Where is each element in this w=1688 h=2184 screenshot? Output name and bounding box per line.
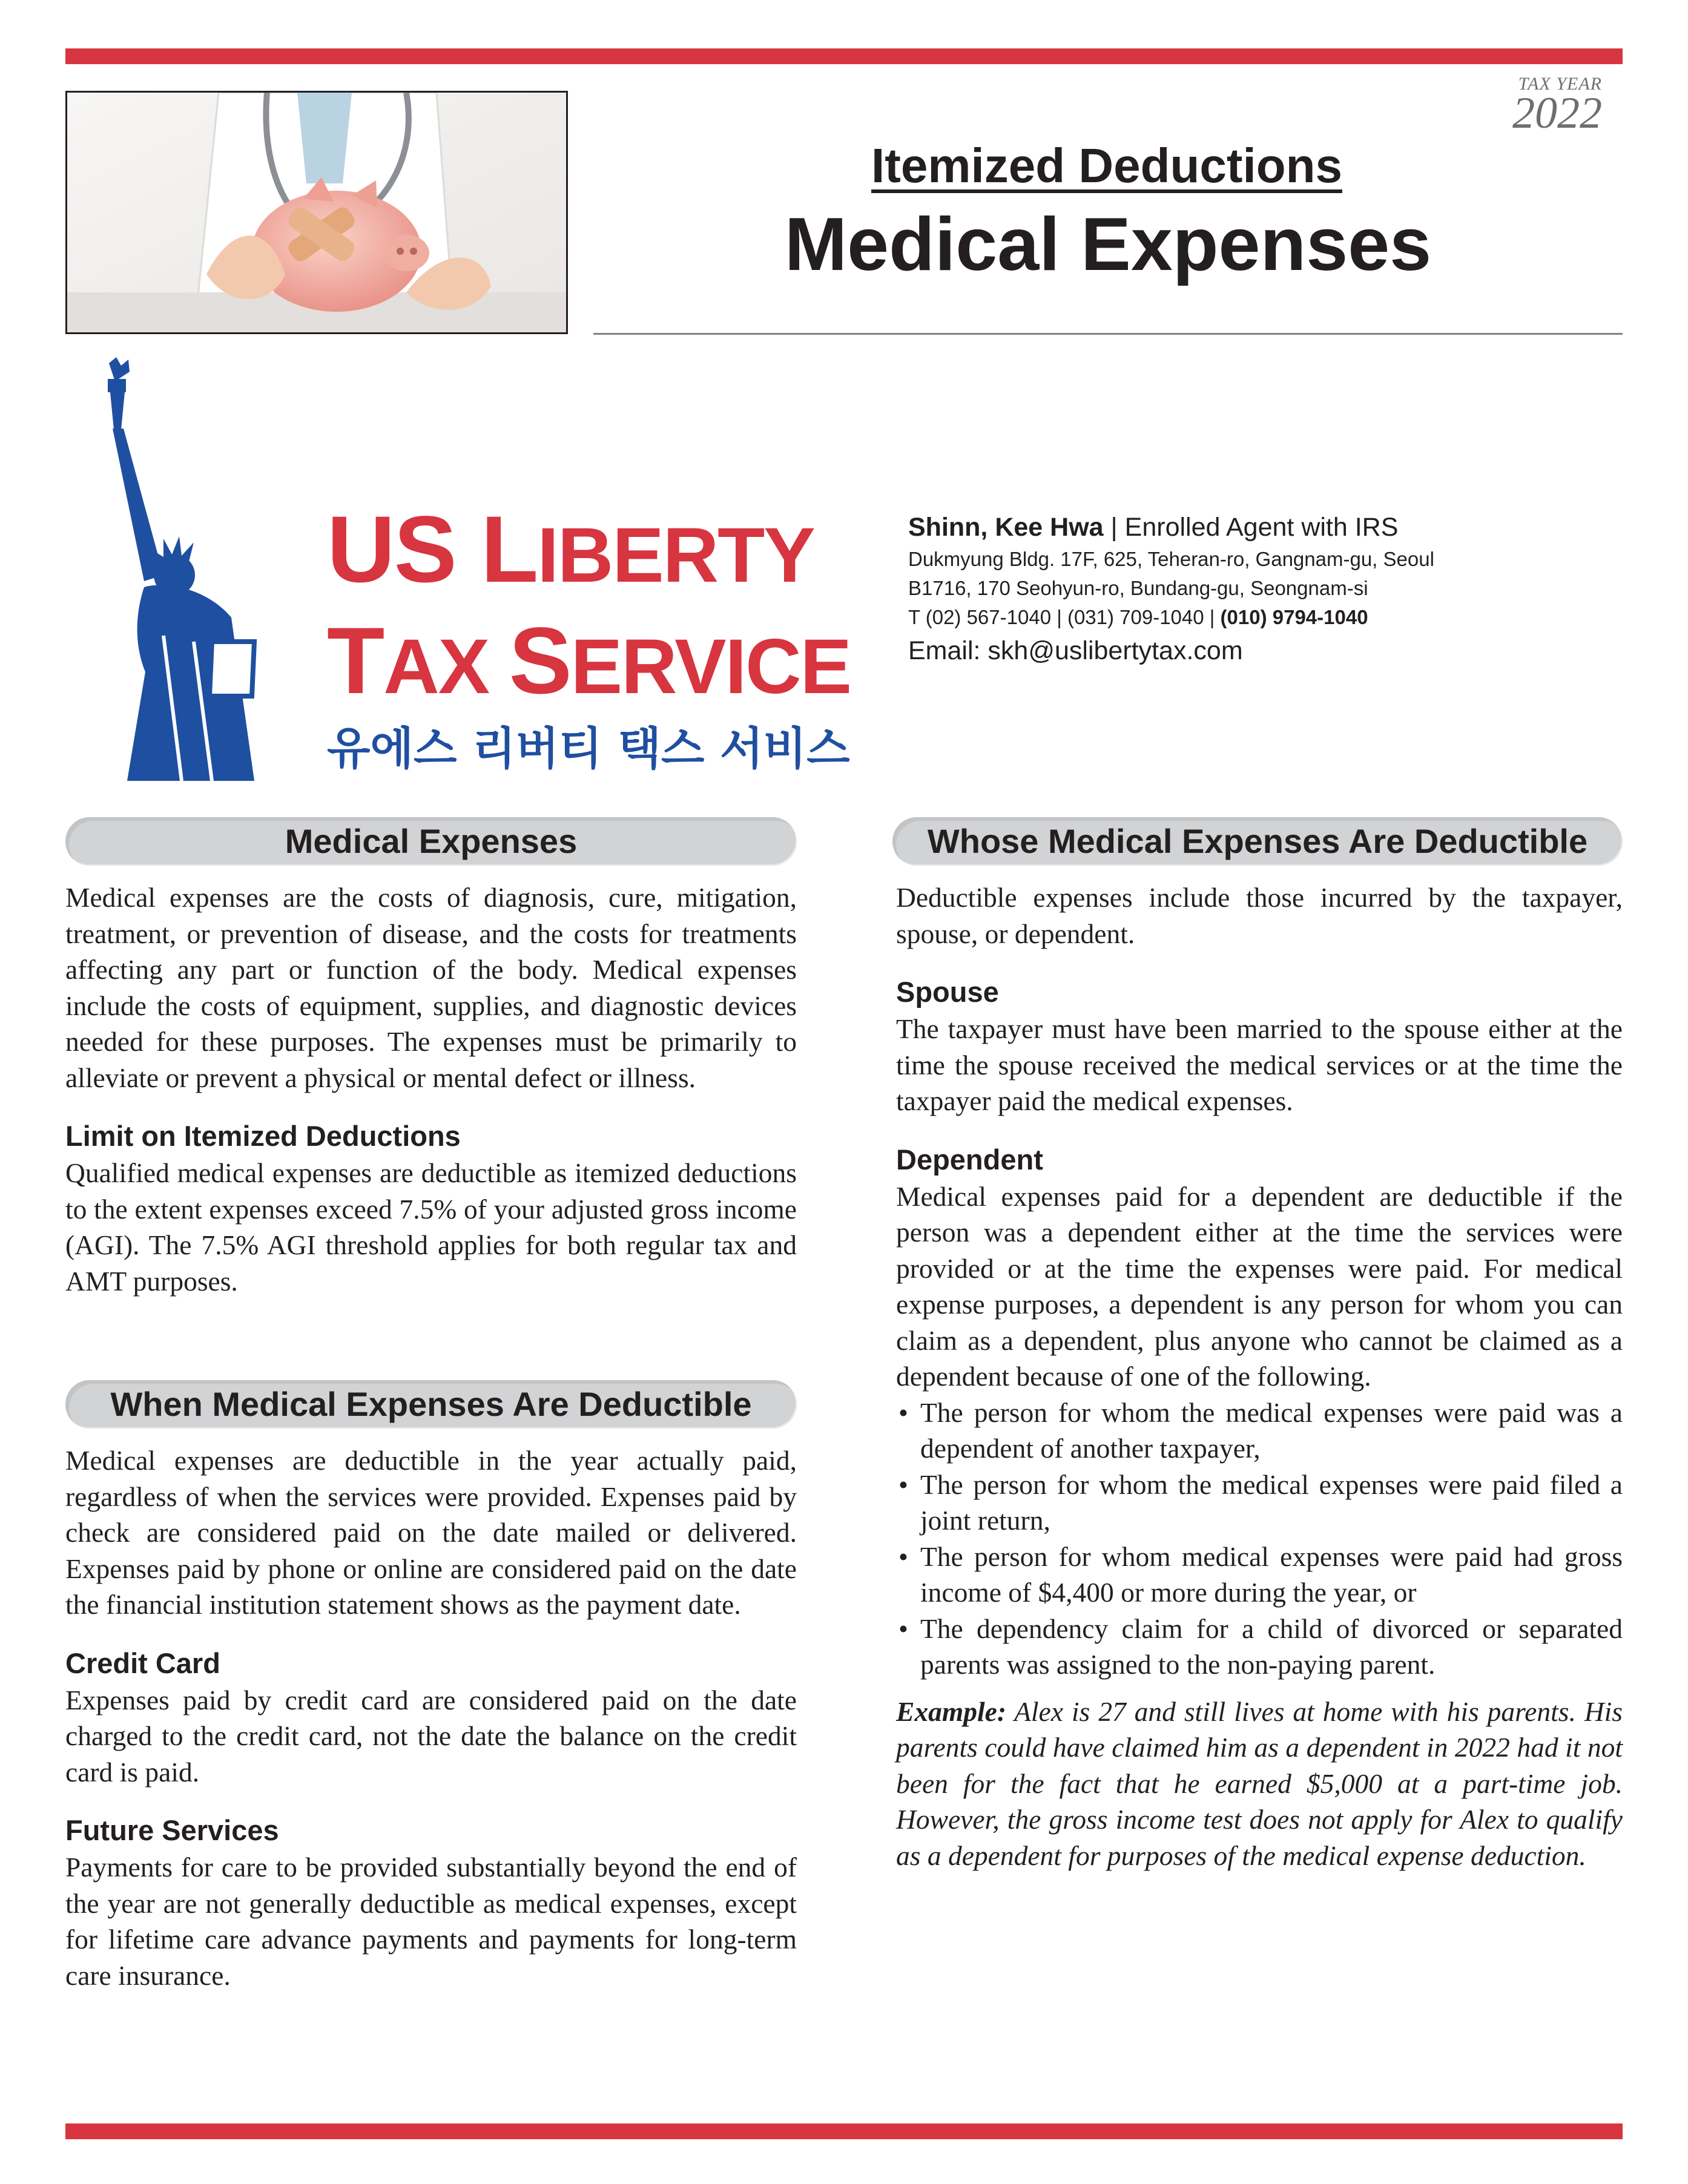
section-header-when-deductible: When Medical Expenses Are Deductible bbox=[65, 1380, 797, 1429]
limit-body: Qualified medical expenses are deductible as itemized deductions to the extent expenses exceed 7.5% of your adjusted gross income (AGI). The 7.5% AGI threshold applies for both regular tax and AMT purposes. bbox=[65, 1157, 797, 1297]
left-column-2 bbox=[65, 1442, 797, 1993]
spouse-body: The taxpayer must have been married to the spouse either at the time the spouse received the medical services or at the time the taxpayer paid the medical expenses. bbox=[896, 1013, 1623, 1116]
contact-phone: T (02) 567-1040 | (031) 709-1040 | (010) 9794-1040 bbox=[908, 606, 1368, 628]
us-liberty-logo bbox=[73, 357, 851, 781]
page-title: Medical Expenses bbox=[784, 203, 1432, 286]
section-header-whose-deductible: Whose Medical Expenses Are Deductible bbox=[892, 817, 1623, 866]
contact-name-line: Shinn, Kee Hwa | Enrolled Agent with IRS bbox=[908, 513, 1399, 542]
right-column bbox=[896, 880, 1623, 1873]
list-item: • The person for whom medical expenses were paid had gross income of $4,400 or more during the year, or bbox=[896, 1539, 1623, 1611]
page-subtitle: Itemized Deductions bbox=[871, 139, 1342, 192]
contact-email[interactable]: Email: skh@uslibertytax.com bbox=[908, 636, 1243, 665]
tax-year-label: TAX YEAR bbox=[1518, 74, 1602, 94]
logo-korean-name: 유에스 리버티 택스 서비스 bbox=[327, 723, 850, 775]
list-item: • The dependency claim for a child of divorced or separated parents was assigned to the non-paying parent. bbox=[896, 1611, 1623, 1683]
dependent-body: Medical expenses paid for a dependent are deductible if the person was a dependent either at the time the services were provided or at the time the expenses were paid. For medical expense purposes, a dependent is any person for whom you can claim as a dependent, plus anyone who cannot be claimed as a dependent because of one of the following. bbox=[896, 1180, 1623, 1392]
future-services-subheading: Future Services bbox=[65, 1814, 279, 1846]
contact-address-1: Dukmyung Bldg. 17F, 625, Teheran-ro, Gangnam-gu, Seoul bbox=[908, 548, 1434, 570]
example-paragraph: Example: Alex is 27 and still lives at home with his parents. His parents could have claimed him as a dependent in 2022 had it not been for the fact that he earned $5,000 at a part-time job. However, the gross income test does not apply for Alex to qualify as a dependent for purposes of the medical expense deduction. bbox=[896, 1696, 1623, 1871]
section-header-medical-expenses: Medical Expenses bbox=[65, 817, 797, 866]
tax-year-value: 2022 bbox=[1512, 88, 1602, 138]
whose-intro: Deductible expenses include those incurred by the taxpayer, spouse, or dependent. bbox=[896, 882, 1623, 949]
dependent-bullet-list bbox=[896, 1395, 1623, 1683]
list-item: • The person for whom the medical expenses were paid filed a joint return, bbox=[896, 1467, 1623, 1539]
credit-card-body: Expenses paid by credit card are considered paid on the date charged to the credit card, not the date the balance on the credit card is paid. bbox=[65, 1684, 797, 1788]
top-red-bar bbox=[65, 48, 1623, 64]
title-divider bbox=[593, 333, 1623, 335]
dependent-subheading: Dependent bbox=[896, 1143, 1043, 1176]
medical-expenses-body: Medical expenses are the costs of diagnosis, cure, mitigation, treatment, or prevention of disease, and the costs for treatments affecting any part or function of the body. Medical expenses include the costs of equipment, supplies, and diagnostic devices needed for these purposes. The expenses must be primarily to alleviate or prevent a physical or mental defect or illness. bbox=[65, 882, 797, 1093]
future-services-body: Payments for care to be provided substantially beyond the end of the year are not generally deductible as medical expenses, except for lifetime care advance payments and payments for long-term care insurance. bbox=[65, 1852, 797, 1991]
piggy-bank-photo bbox=[65, 91, 568, 334]
when-deductible-body: Medical expenses are deductible in the year actually paid, regardless of when the services were provided. Expenses paid by check are considered paid on the date mailed or delivered. Expenses paid by phone or online are considered paid on the date the financial institution statement shows as the payment date. bbox=[65, 1445, 797, 1620]
left-column-1 bbox=[65, 880, 797, 1299]
contact-address-2: B1716, 170 Seohyun-ro, Bundang-gu, Seongnam-si bbox=[908, 577, 1368, 599]
logo-line-us-liberty: US LIBERTY bbox=[327, 497, 814, 602]
bottom-red-bar bbox=[65, 2123, 1623, 2139]
spouse-subheading: Spouse bbox=[896, 976, 999, 1008]
limit-subheading: Limit on Itemized Deductions bbox=[65, 1120, 461, 1152]
credit-card-subheading: Credit Card bbox=[65, 1646, 220, 1679]
list-item: • The person for whom the medical expenses were paid was a dependent of another taxpayer, bbox=[896, 1395, 1623, 1467]
statue-of-liberty-icon bbox=[73, 357, 327, 781]
logo-line-tax-service: TAX SERVICE bbox=[327, 608, 851, 714]
contact-block bbox=[908, 510, 1434, 669]
